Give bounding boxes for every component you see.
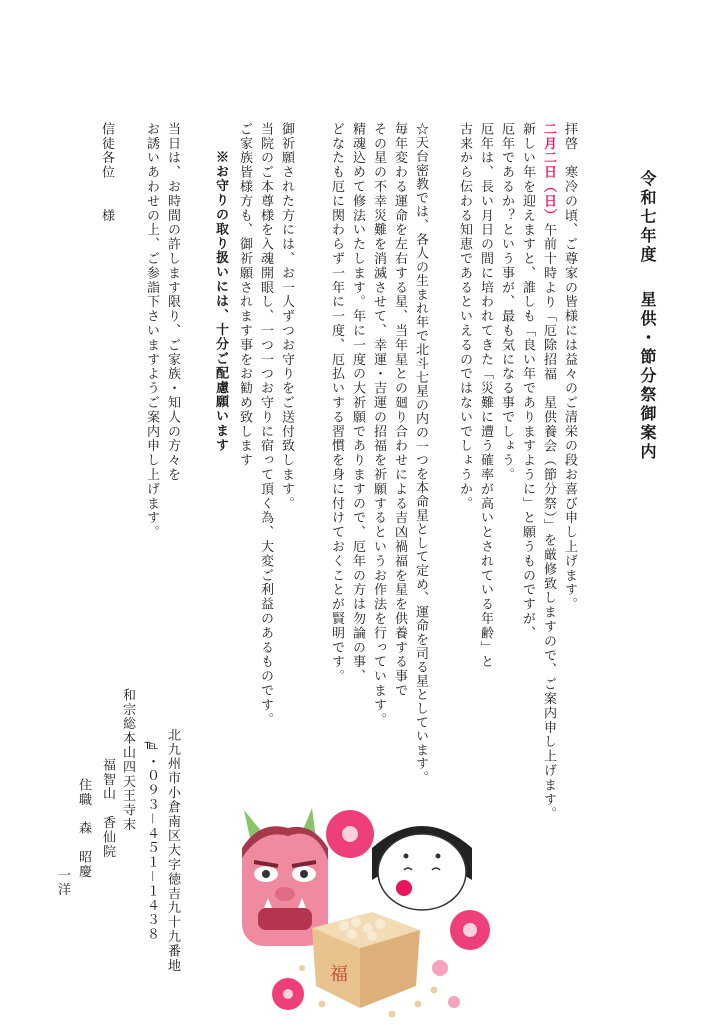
event-date: 二月二日（日）: [541, 122, 556, 223]
tendai-line-5: どなたも厄に関わらず一年に一度、厄払いする習慣を身に付けておくことが賢明です。: [329, 122, 344, 684]
greeting-line-2: [542, 122, 555, 821]
prayer-line-1: 御祈願された方には、お一人ずつお守りをご送付致します。: [279, 122, 294, 511]
greeting-line-1: 拝啓 寒冷の頃、ご尊家の皆様には益々のご清栄の段お喜び申し上げます。: [562, 122, 577, 612]
tendai-line-1: ☆天台密教では、各人の生まれ年で北斗七星の内の一つを本命星として定め、運命を司る星としています。: [413, 122, 428, 785]
prayer-line-3: ご家族皆様方も、御祈願されます事をお勧め致します: [237, 122, 252, 468]
greeting-line-6: 古来から伝わる知恵であるといえるのではないでしょうか。: [457, 122, 472, 511]
temple-address: 北九州市小倉南区大字徳吉九十九番地: [165, 728, 180, 973]
masu-box-label: 福: [330, 964, 348, 985]
tendai-line-3: その星の不幸災難を消滅させて、幸運・吉運の招福を祈願するというお作法を行っています。: [371, 122, 386, 727]
tendai-line-2: 毎年変わる運命を左右する星、当年星との廻り合わせによる吉凶禍福を星を供養する事で: [392, 122, 407, 698]
temple-name: 福智山 香仙院: [100, 758, 115, 859]
setsubun-illustration: [232, 808, 494, 1018]
otafuku-icon: [372, 826, 472, 910]
tendai-line-4: 精魂込めて修法いたします。年に一度の大祈願でありますので、厄年の方は勿論の事、: [350, 122, 365, 684]
greeting-line-5: 厄年は、長い月日の間に培われてきた「災難に遭う確率が高いとされている年齢」と: [478, 122, 493, 670]
title-year: 令和七年度: [638, 170, 657, 265]
temple-tel: ℡・０９３－４５１－１４３８: [144, 738, 159, 942]
priest-fuu: 一洋: [55, 868, 70, 897]
document-title: [639, 170, 655, 462]
title-event: 星供・節分祭御案内: [638, 291, 657, 462]
masu-box-icon: [312, 912, 420, 1008]
prayer-line-2: 当院のご本尊様を入魂開眼し、一つ一つお守りに宿って頂く為、大変ご利益のあるものです。: [258, 122, 273, 727]
greeting-line-4: 厄年であるか？という事が、最も気になる事でしょう。: [499, 122, 514, 482]
prayer-note: ※お守りの取り扱いには、十分ご配慮願います: [213, 150, 228, 453]
addressee: 信徒各位 様: [99, 122, 114, 223]
greeting-line-3: 新しい年を迎えますと、誰しも「良い年でありますように」と願うものですが、: [520, 122, 535, 641]
closing-line-2: お誘いあわせの上、ご参詣下さいますようご案内申し上げます。: [144, 122, 159, 540]
temple-sect: 和宗総本山四天王寺末: [120, 688, 135, 832]
greeting-line-2-rest: 午前十時より「厄除招福 星供養会（節分祭）」を厳修致しますので、ご案内申し上げます。: [541, 222, 556, 822]
oni-mask-icon: [242, 808, 328, 946]
priest-name: 住職 森 昭慶: [76, 778, 91, 879]
closing-line-1: 当日は、お時間の許します限り、ご家族・知人の方々を: [165, 122, 180, 482]
